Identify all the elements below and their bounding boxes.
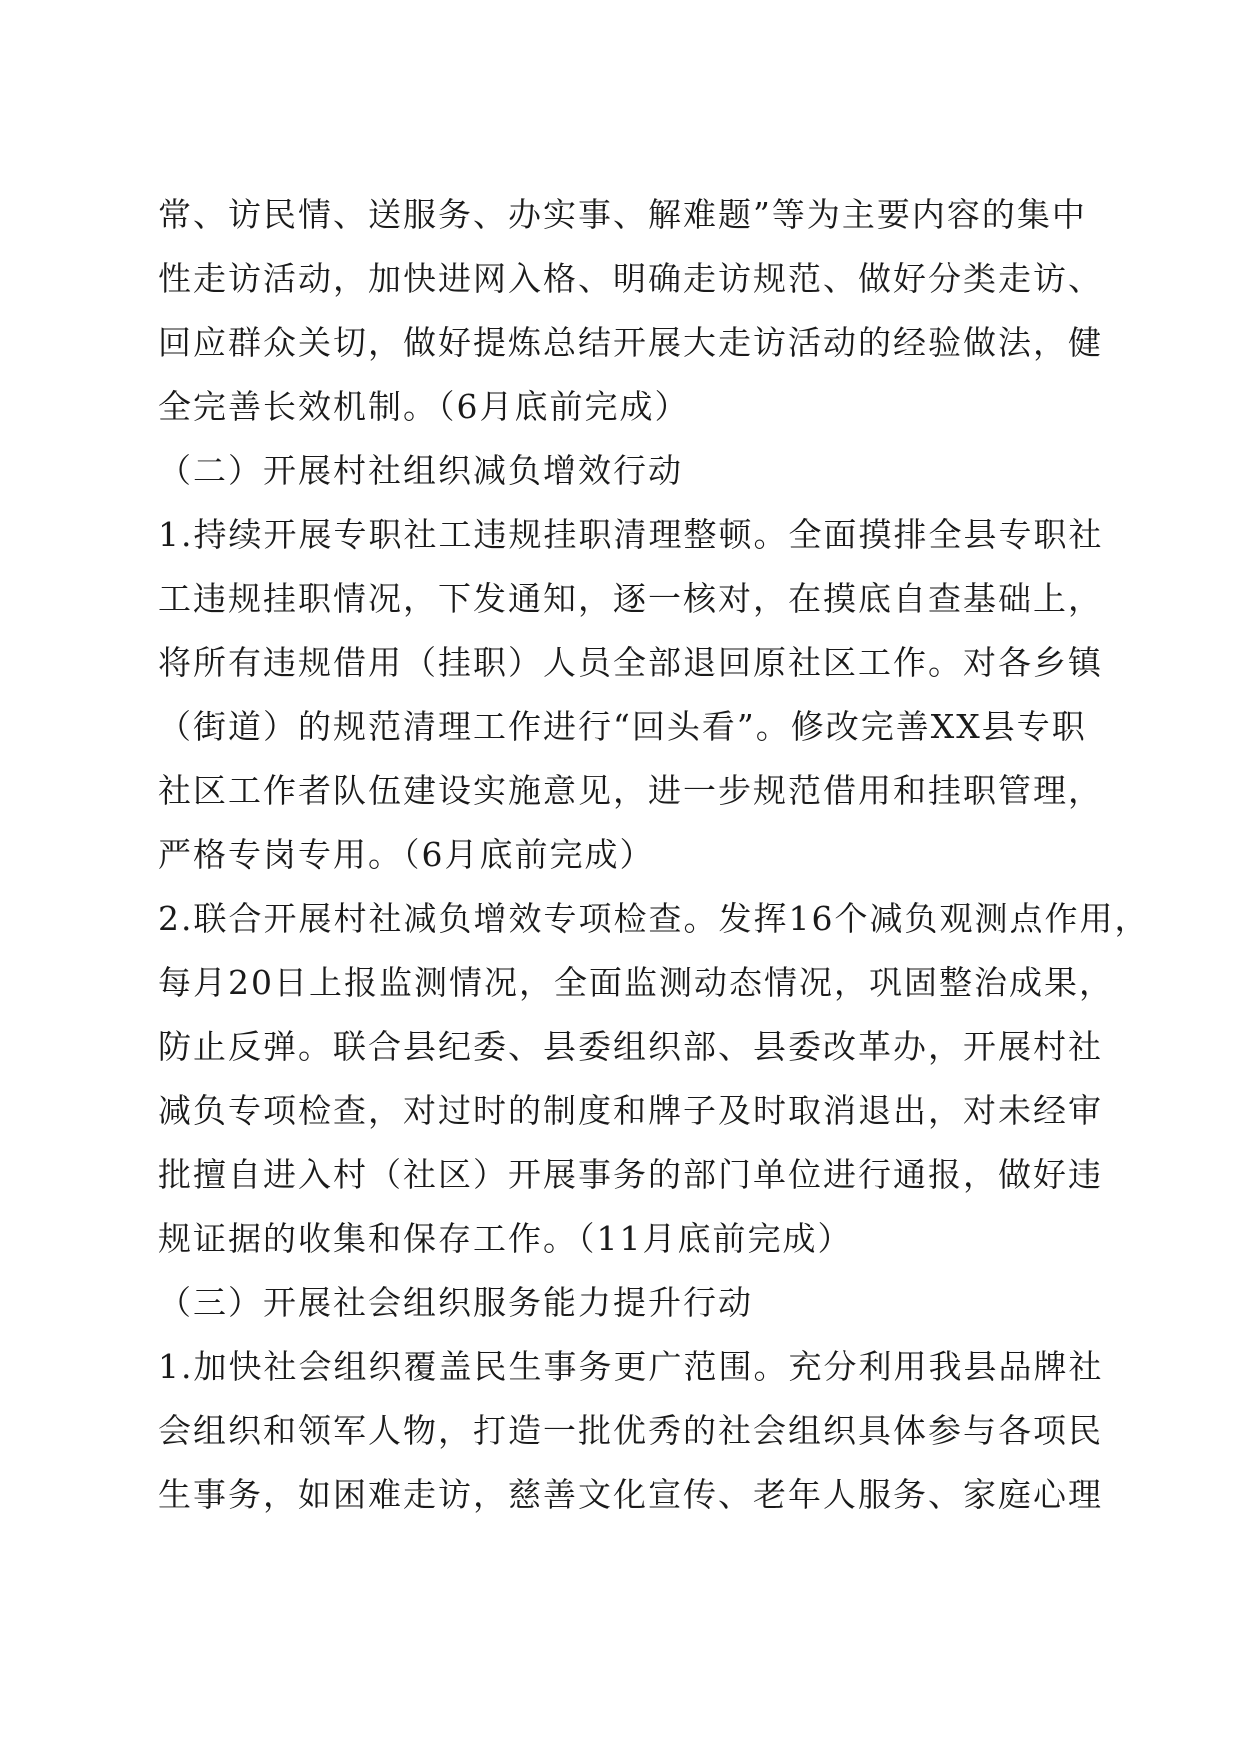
section-heading: （二）开展村社组织减负增效行动 — [158, 451, 683, 490]
text-line: 每月20日上报监测情况，全面监测动态情况，巩固整治成果， — [158, 963, 1114, 1002]
text-line: 1.持续开展专职社工违规挂职清理整顿。全面摸排全县专职社 — [158, 515, 1104, 554]
body-text — [158, 183, 1150, 1527]
text-line: 全完善长效机制。（6月底前完成） — [158, 387, 690, 426]
text-line: （街道）的规范清理工作进行“回头看”。修改完善XX县专职 — [158, 707, 1087, 746]
text-line: 回应群众关切，做好提炼总结开展大走访活动的经验做法，健 — [158, 323, 1103, 362]
text-line: 性走访活动，加快进网入格、明确走访规范、做好分类走访、 — [158, 259, 1103, 298]
text-line: 严格专岗专用。（6月底前完成） — [158, 835, 655, 874]
text-line: 会组织和领军人物，打造一批优秀的社会组织具体参与各项民 — [158, 1411, 1103, 1450]
text-line: 将所有违规借用（挂职）人员全部退回原社区工作。对各乡镇 — [158, 643, 1103, 682]
text-line: 1.加快社会组织覆盖民生事务更广范围。充分利用我县品牌社 — [158, 1347, 1104, 1386]
text-line: 2.联合开展村社减负增效专项检查。发挥16个减负观测点作用， — [158, 899, 1150, 938]
text-line: 规证据的收集和保存工作。（11月底前完成） — [158, 1219, 853, 1258]
text-line: 常、访民情、送服务、办实事、解难题”等为主要内容的集中 — [158, 195, 1087, 234]
text-line: 减负专项检查，对过时的制度和牌子及时取消退出，对未经审 — [158, 1091, 1103, 1130]
text-line: 生事务，如困难走访，慈善文化宣传、老年人服务、家庭心理 — [158, 1475, 1103, 1514]
text-line: 工违规挂职情况，下发通知，逐一核对，在摸底自查基础上， — [158, 579, 1103, 618]
text-line: 社区工作者队伍建设实施意见，进一步规范借用和挂职管理， — [158, 771, 1103, 810]
text-line: 批擅自进入村（社区）开展事务的部门单位进行通报，做好违 — [158, 1155, 1103, 1194]
section-heading: （三）开展社会组织服务能力提升行动 — [158, 1283, 753, 1322]
text-line: 防止反弹。联合县纪委、县委组织部、县委改革办，开展村社 — [158, 1027, 1103, 1066]
